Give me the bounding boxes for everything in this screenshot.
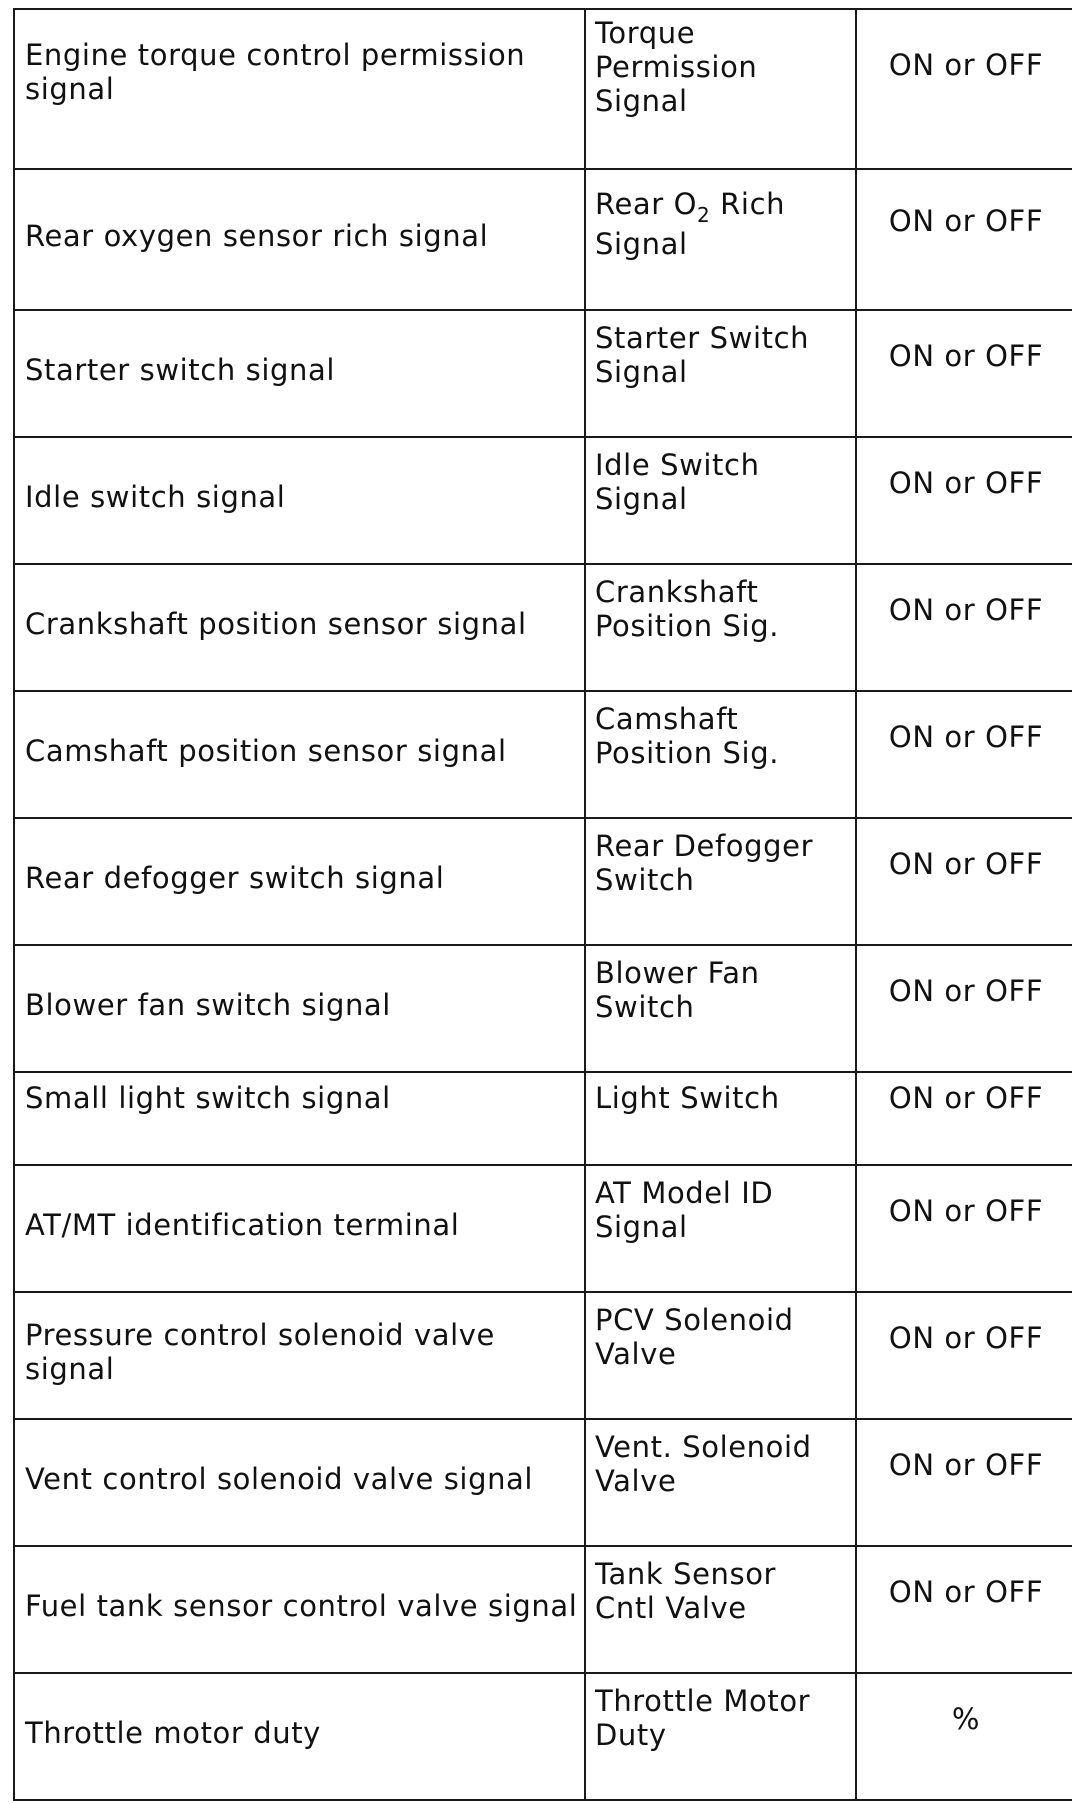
display-name-cell: [585, 1072, 856, 1165]
unit-cell: ON or OFF: [856, 9, 1072, 169]
description-text: AT/MT identification terminal: [25, 1207, 460, 1242]
display-name-cell: [585, 1546, 856, 1673]
display-name-line: PCV Solenoid: [595, 1303, 794, 1337]
display-name-line: Camshaft: [595, 702, 739, 736]
description-cell: [14, 437, 585, 564]
display-name-line: Signal: [595, 1210, 688, 1244]
description-text: Camshaft position sensor signal: [25, 733, 507, 768]
description-cell: [14, 1292, 585, 1419]
description-cell: [14, 1419, 585, 1546]
display-name-line: Rich: [710, 187, 786, 221]
display-name-line: Idle Switch: [595, 448, 760, 482]
display-name-line: Tank Sensor: [595, 1557, 777, 1591]
display-name-cell: [585, 945, 856, 1072]
display-name-line: Valve: [595, 1464, 677, 1498]
display-name-line: Blower Fan: [595, 956, 760, 990]
description-cell: [14, 564, 585, 691]
unit-cell: ON or OFF: [856, 564, 1072, 691]
unit-cell: ON or OFF: [856, 945, 1072, 1072]
table-row: [14, 1072, 1072, 1165]
description-text: Engine torque control permission signal: [25, 38, 526, 106]
display-name-cell: [585, 818, 856, 945]
table-row: [14, 564, 1072, 691]
unit-cell: ON or OFF: [856, 1072, 1072, 1165]
display-name-line: Duty: [595, 1718, 667, 1752]
display-name-line: Switch: [595, 863, 695, 897]
unit-cell: ON or OFF: [856, 1165, 1072, 1292]
display-name-line: Signal: [595, 482, 688, 516]
unit-cell: ON or OFF: [856, 691, 1072, 818]
subscript: 2: [697, 203, 711, 227]
unit-cell: ON or OFF: [856, 437, 1072, 564]
signal-table: [13, 8, 1072, 1801]
table-row: [14, 691, 1072, 818]
display-name-cell: [585, 1673, 856, 1800]
display-name-cell: [585, 1419, 856, 1546]
description-text: Pressure control solenoid valve signal: [25, 1317, 495, 1386]
description-text: Throttle motor duty: [25, 1715, 321, 1750]
display-name-cell: [585, 691, 856, 818]
display-name-cell: [585, 437, 856, 564]
description-text: Starter switch signal: [25, 352, 336, 387]
description-cell: [14, 310, 585, 437]
description-cell: [14, 1673, 585, 1800]
unit-cell: ON or OFF: [856, 169, 1072, 310]
display-name-line: Cntl Valve: [595, 1591, 747, 1625]
description-text: Small light switch signal: [25, 1081, 391, 1115]
description-cell: [14, 169, 585, 310]
table-row: [14, 1419, 1072, 1546]
display-name-line: Vent. Solenoid: [595, 1430, 812, 1464]
unit-cell: ON or OFF: [856, 1292, 1072, 1419]
table-row: [14, 169, 1072, 310]
table-row: [14, 1546, 1072, 1673]
display-name-cell: [585, 1292, 856, 1419]
description-text: Rear defogger switch signal: [25, 860, 445, 895]
table-row: [14, 437, 1072, 564]
description-text: Crankshaft position sensor signal: [25, 606, 527, 641]
description-cell: [14, 818, 585, 945]
display-name-cell: [585, 310, 856, 437]
unit-cell: ON or OFF: [856, 1546, 1072, 1673]
display-name-cell: [585, 1165, 856, 1292]
display-name-line: Light Switch: [595, 1081, 780, 1115]
table-row: [14, 1292, 1072, 1419]
description-text: Idle switch signal: [25, 479, 286, 514]
unit-cell: ON or OFF: [856, 1419, 1072, 1546]
display-name-cell: [585, 564, 856, 691]
description-cell: [14, 945, 585, 1072]
display-name-line: Valve: [595, 1337, 677, 1371]
display-name-line: Signal: [595, 227, 688, 261]
description-text: Blower fan switch signal: [25, 987, 391, 1022]
description-cell: [14, 9, 585, 169]
display-name-line: AT Model ID: [595, 1176, 774, 1210]
table-row: [14, 1165, 1072, 1292]
unit-cell: %: [856, 1673, 1072, 1800]
display-name-line: Rear O: [595, 187, 698, 221]
display-name-line: Switch: [595, 990, 695, 1024]
description-cell: [14, 1165, 585, 1292]
description-cell: [14, 1546, 585, 1673]
display-name-line: Signal: [595, 355, 688, 389]
table-row: [14, 945, 1072, 1072]
unit-cell: ON or OFF: [856, 818, 1072, 945]
description-text: Rear oxygen sensor rich signal: [25, 218, 489, 253]
display-name-cell: [585, 169, 856, 310]
table-row: [14, 310, 1072, 437]
display-name-line: Rear Defogger: [595, 829, 814, 863]
description-cell: [14, 691, 585, 818]
display-name-line: Throttle Motor: [595, 1684, 811, 1718]
unit-cell: ON or OFF: [856, 310, 1072, 437]
display-name-line: Crankshaft: [595, 575, 759, 609]
display-name-cell: [585, 9, 856, 169]
description-text: Vent control solenoid valve signal: [25, 1461, 534, 1496]
display-name-line: Position Sig.: [595, 609, 780, 643]
display-name-line: Signal: [595, 84, 688, 118]
display-name-line: Permission: [595, 50, 758, 84]
description-text: Fuel tank sensor control valve signal: [25, 1588, 578, 1623]
table-row: [14, 1673, 1072, 1800]
table-row: [14, 9, 1072, 169]
description-cell: [14, 1072, 585, 1165]
display-name-line: Position Sig.: [595, 736, 780, 770]
display-name-line: Starter Switch: [595, 321, 810, 355]
display-name-line: Torque: [595, 16, 696, 50]
table-row: [14, 818, 1072, 945]
